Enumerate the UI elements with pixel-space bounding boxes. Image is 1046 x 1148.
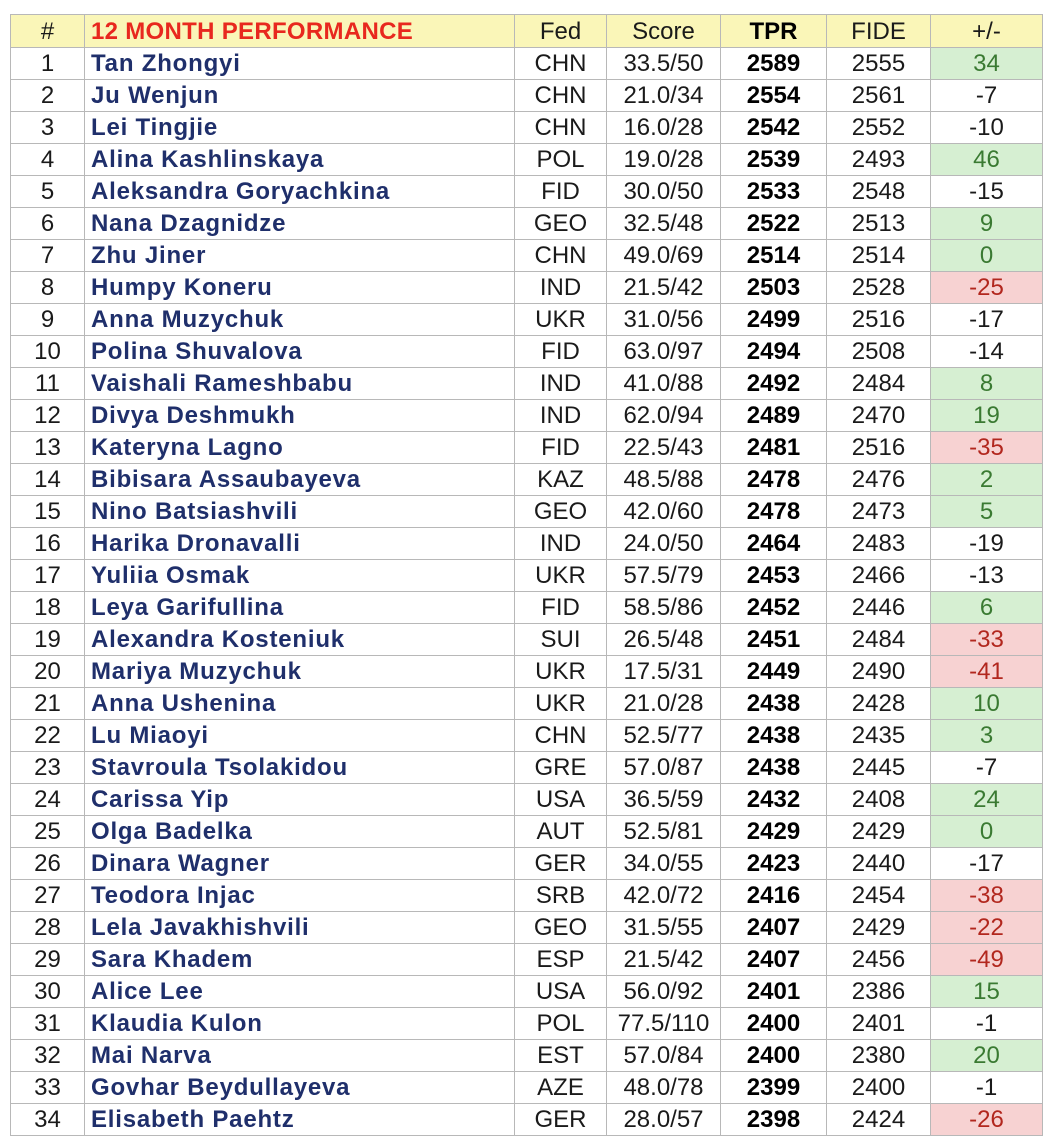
cell-federation[interactable]: UKR: [515, 656, 607, 688]
cell-player-name[interactable]: Carissa Yip: [85, 784, 515, 816]
cell-rank[interactable]: 15: [11, 496, 85, 528]
cell-player-name[interactable]: Sara Khadem: [85, 944, 515, 976]
cell-fide-rating[interactable]: 2429: [827, 912, 931, 944]
cell-fide-rating[interactable]: 2435: [827, 720, 931, 752]
cell-score[interactable]: 21.0/34: [607, 80, 721, 112]
cell-federation[interactable]: POL: [515, 1008, 607, 1040]
cell-score[interactable]: 62.0/94: [607, 400, 721, 432]
cell-score[interactable]: 24.0/50: [607, 528, 721, 560]
cell-rank[interactable]: 32: [11, 1040, 85, 1072]
header-rank[interactable]: #: [11, 15, 85, 48]
cell-rating-diff[interactable]: -22: [931, 912, 1043, 944]
table-row: [11, 1008, 1043, 1040]
table-row: [11, 560, 1043, 592]
cell-rating-diff[interactable]: 5: [931, 496, 1043, 528]
cell-fide-rating[interactable]: 2552: [827, 112, 931, 144]
cell-rank[interactable]: 18: [11, 592, 85, 624]
cell-rank[interactable]: 25: [11, 816, 85, 848]
table-row: [11, 208, 1043, 240]
cell-rating-diff[interactable]: 9: [931, 208, 1043, 240]
cell-player-name[interactable]: Aleksandra Goryachkina: [85, 176, 515, 208]
cell-rating-diff[interactable]: -26: [931, 1104, 1043, 1136]
cell-rank[interactable]: 13: [11, 432, 85, 464]
cell-score[interactable]: 26.5/48: [607, 624, 721, 656]
cell-tpr[interactable]: 2449: [721, 656, 827, 688]
cell-score[interactable]: 34.0/55: [607, 848, 721, 880]
cell-rating-diff[interactable]: -15: [931, 176, 1043, 208]
cell-player-name[interactable]: Dinara Wagner: [85, 848, 515, 880]
table-row: [11, 304, 1043, 336]
cell-tpr[interactable]: 2522: [721, 208, 827, 240]
cell-rank[interactable]: 33: [11, 1072, 85, 1104]
table-row: [11, 176, 1043, 208]
cell-tpr[interactable]: 2423: [721, 848, 827, 880]
cell-player-name[interactable]: Teodora Injac: [85, 880, 515, 912]
cell-tpr[interactable]: 2494: [721, 336, 827, 368]
table-body: [11, 15, 1043, 1136]
cell-score[interactable]: 58.5/86: [607, 592, 721, 624]
table-row: [11, 912, 1043, 944]
table-row: [11, 752, 1043, 784]
cell-rating-diff[interactable]: 0: [931, 816, 1043, 848]
cell-rating-diff[interactable]: -7: [931, 80, 1043, 112]
cell-fide-rating[interactable]: 2483: [827, 528, 931, 560]
cell-federation[interactable]: UKR: [515, 304, 607, 336]
table-row: [11, 80, 1043, 112]
cell-federation[interactable]: USA: [515, 784, 607, 816]
cell-tpr[interactable]: 2478: [721, 496, 827, 528]
cell-tpr[interactable]: 2514: [721, 240, 827, 272]
header-score[interactable]: Score: [607, 15, 721, 48]
cell-score[interactable]: 48.0/78: [607, 1072, 721, 1104]
table-row: [11, 528, 1043, 560]
cell-player-name[interactable]: Alina Kashlinskaya: [85, 144, 515, 176]
cell-fide-rating[interactable]: 2466: [827, 560, 931, 592]
cell-score[interactable]: 57.0/87: [607, 752, 721, 784]
cell-rank[interactable]: 8: [11, 272, 85, 304]
cell-federation[interactable]: CHN: [515, 240, 607, 272]
cell-federation[interactable]: IND: [515, 400, 607, 432]
cell-federation[interactable]: GEO: [515, 912, 607, 944]
table-row: [11, 656, 1043, 688]
cell-fide-rating[interactable]: 2514: [827, 240, 931, 272]
table-row: [11, 720, 1043, 752]
cell-tpr[interactable]: 2492: [721, 368, 827, 400]
cell-rank[interactable]: 29: [11, 944, 85, 976]
cell-score[interactable]: 56.0/92: [607, 976, 721, 1008]
cell-fide-rating[interactable]: 2428: [827, 688, 931, 720]
cell-score[interactable]: 30.0/50: [607, 176, 721, 208]
cell-rank[interactable]: 19: [11, 624, 85, 656]
cell-tpr[interactable]: 2438: [721, 752, 827, 784]
cell-rank[interactable]: 34: [11, 1104, 85, 1136]
cell-rating-diff[interactable]: -17: [931, 304, 1043, 336]
cell-federation[interactable]: SUI: [515, 624, 607, 656]
cell-player-name[interactable]: Vaishali Rameshbabu: [85, 368, 515, 400]
cell-federation[interactable]: AUT: [515, 816, 607, 848]
cell-rating-diff[interactable]: 10: [931, 688, 1043, 720]
cell-rating-diff[interactable]: -1: [931, 1072, 1043, 1104]
cell-score[interactable]: 31.0/56: [607, 304, 721, 336]
cell-rating-diff[interactable]: 19: [931, 400, 1043, 432]
header-title[interactable]: 12 MONTH PERFORMANCE: [85, 15, 515, 48]
cell-rank[interactable]: 1: [11, 48, 85, 80]
table-row: [11, 880, 1043, 912]
cell-player-name[interactable]: Stavroula Tsolakidou: [85, 752, 515, 784]
cell-federation[interactable]: EST: [515, 1040, 607, 1072]
cell-tpr[interactable]: 2401: [721, 976, 827, 1008]
cell-fide-rating[interactable]: 2429: [827, 816, 931, 848]
cell-fide-rating[interactable]: 2493: [827, 144, 931, 176]
cell-rating-diff[interactable]: 15: [931, 976, 1043, 1008]
cell-rating-diff[interactable]: -1: [931, 1008, 1043, 1040]
cell-rating-diff[interactable]: 6: [931, 592, 1043, 624]
cell-rank[interactable]: 7: [11, 240, 85, 272]
cell-fide-rating[interactable]: 2490: [827, 656, 931, 688]
table-row: [11, 368, 1043, 400]
cell-player-name[interactable]: Lu Miaoyi: [85, 720, 515, 752]
cell-rating-diff[interactable]: -14: [931, 336, 1043, 368]
cell-rating-diff[interactable]: -35: [931, 432, 1043, 464]
cell-rank[interactable]: 5: [11, 176, 85, 208]
cell-rank[interactable]: 30: [11, 976, 85, 1008]
cell-rank[interactable]: 17: [11, 560, 85, 592]
cell-player-name[interactable]: Zhu Jiner: [85, 240, 515, 272]
cell-federation[interactable]: UKR: [515, 560, 607, 592]
cell-tpr[interactable]: 2400: [721, 1008, 827, 1040]
table-row: [11, 400, 1043, 432]
cell-rank[interactable]: 11: [11, 368, 85, 400]
cell-tpr[interactable]: 2554: [721, 80, 827, 112]
cell-player-name[interactable]: Klaudia Kulon: [85, 1008, 515, 1040]
cell-player-name[interactable]: Bibisara Assaubayeva: [85, 464, 515, 496]
table-row: [11, 464, 1043, 496]
cell-score[interactable]: 42.0/72: [607, 880, 721, 912]
cell-player-name[interactable]: Anna Muzychuk: [85, 304, 515, 336]
cell-fide-rating[interactable]: 2400: [827, 1072, 931, 1104]
cell-tpr[interactable]: 2533: [721, 176, 827, 208]
cell-score[interactable]: 52.5/81: [607, 816, 721, 848]
cell-tpr[interactable]: 2429: [721, 816, 827, 848]
cell-tpr[interactable]: 2400: [721, 1040, 827, 1072]
cell-rank[interactable]: 16: [11, 528, 85, 560]
table-row: [11, 976, 1043, 1008]
cell-federation[interactable]: FID: [515, 336, 607, 368]
cell-rank[interactable]: 2: [11, 80, 85, 112]
cell-rank[interactable]: 6: [11, 208, 85, 240]
cell-rank[interactable]: 24: [11, 784, 85, 816]
cell-federation[interactable]: GEO: [515, 208, 607, 240]
cell-fide-rating[interactable]: 2561: [827, 80, 931, 112]
table-row: [11, 944, 1043, 976]
cell-rating-diff[interactable]: -19: [931, 528, 1043, 560]
cell-rating-diff[interactable]: 20: [931, 1040, 1043, 1072]
header-tpr[interactable]: TPR: [721, 15, 827, 48]
cell-rank[interactable]: 23: [11, 752, 85, 784]
cell-player-name[interactable]: Lei Tingjie: [85, 112, 515, 144]
cell-rating-diff[interactable]: -38: [931, 880, 1043, 912]
cell-fide-rating[interactable]: 2484: [827, 368, 931, 400]
table-row: [11, 48, 1043, 80]
cell-player-name[interactable]: Mai Narva: [85, 1040, 515, 1072]
cell-tpr[interactable]: 2499: [721, 304, 827, 336]
cell-rating-diff[interactable]: -17: [931, 848, 1043, 880]
cell-rating-diff[interactable]: -33: [931, 624, 1043, 656]
cell-fide-rating[interactable]: 2528: [827, 272, 931, 304]
cell-federation[interactable]: GER: [515, 1104, 607, 1136]
cell-fide-rating[interactable]: 2516: [827, 304, 931, 336]
cell-federation[interactable]: KAZ: [515, 464, 607, 496]
table-row: [11, 688, 1043, 720]
table-row: [11, 1104, 1043, 1136]
cell-score[interactable]: 21.5/42: [607, 944, 721, 976]
cell-federation[interactable]: USA: [515, 976, 607, 1008]
cell-federation[interactable]: FID: [515, 592, 607, 624]
cell-federation[interactable]: IND: [515, 528, 607, 560]
cell-federation[interactable]: GER: [515, 848, 607, 880]
cell-fide-rating[interactable]: 2424: [827, 1104, 931, 1136]
table-row: [11, 816, 1043, 848]
cell-federation[interactable]: CHN: [515, 112, 607, 144]
cell-score[interactable]: 21.5/42: [607, 272, 721, 304]
cell-fide-rating[interactable]: 2456: [827, 944, 931, 976]
cell-tpr[interactable]: 2451: [721, 624, 827, 656]
cell-rating-diff[interactable]: -49: [931, 944, 1043, 976]
cell-player-name[interactable]: Nana Dzagnidze: [85, 208, 515, 240]
cell-fide-rating[interactable]: 2386: [827, 976, 931, 1008]
cell-player-name[interactable]: Ju Wenjun: [85, 80, 515, 112]
table-row: [11, 144, 1043, 176]
cell-fide-rating[interactable]: 2513: [827, 208, 931, 240]
cell-fide-rating[interactable]: 2408: [827, 784, 931, 816]
cell-player-name[interactable]: Kateryna Lagno: [85, 432, 515, 464]
cell-rating-diff[interactable]: 3: [931, 720, 1043, 752]
cell-rank[interactable]: 21: [11, 688, 85, 720]
header-row: [11, 15, 1043, 48]
cell-score[interactable]: 22.5/43: [607, 432, 721, 464]
cell-score[interactable]: 63.0/97: [607, 336, 721, 368]
cell-rank[interactable]: 31: [11, 1008, 85, 1040]
cell-fide-rating[interactable]: 2516: [827, 432, 931, 464]
table-row: [11, 112, 1043, 144]
cell-player-name[interactable]: Govhar Beydullayeva: [85, 1072, 515, 1104]
cell-player-name[interactable]: Alice Lee: [85, 976, 515, 1008]
cell-federation[interactable]: SRB: [515, 880, 607, 912]
cell-player-name[interactable]: Yuliia Osmak: [85, 560, 515, 592]
cell-federation[interactable]: ESP: [515, 944, 607, 976]
cell-rating-diff[interactable]: -41: [931, 656, 1043, 688]
table-row: [11, 272, 1043, 304]
header-diff[interactable]: +/-: [931, 15, 1043, 48]
cell-tpr[interactable]: 2398: [721, 1104, 827, 1136]
cell-federation[interactable]: IND: [515, 368, 607, 400]
cell-tpr[interactable]: 2503: [721, 272, 827, 304]
cell-rating-diff[interactable]: 8: [931, 368, 1043, 400]
cell-fide-rating[interactable]: 2445: [827, 752, 931, 784]
performance-table: [10, 14, 1043, 1136]
cell-rating-diff[interactable]: 34: [931, 48, 1043, 80]
header-fide[interactable]: FIDE: [827, 15, 931, 48]
cell-score[interactable]: 28.0/57: [607, 1104, 721, 1136]
table-row: [11, 848, 1043, 880]
cell-score[interactable]: 33.5/50: [607, 48, 721, 80]
cell-tpr[interactable]: 2464: [721, 528, 827, 560]
sheet-top-margin: [0, 0, 1046, 14]
cell-tpr[interactable]: 2481: [721, 432, 827, 464]
cell-tpr[interactable]: 2539: [721, 144, 827, 176]
table-row: [11, 496, 1043, 528]
cell-tpr[interactable]: 2478: [721, 464, 827, 496]
cell-score[interactable]: 42.0/60: [607, 496, 721, 528]
cell-fide-rating[interactable]: 2380: [827, 1040, 931, 1072]
cell-tpr[interactable]: 2452: [721, 592, 827, 624]
cell-fide-rating[interactable]: 2555: [827, 48, 931, 80]
cell-federation[interactable]: GRE: [515, 752, 607, 784]
cell-rating-diff[interactable]: 46: [931, 144, 1043, 176]
table-row: [11, 336, 1043, 368]
cell-rank[interactable]: 3: [11, 112, 85, 144]
cell-score[interactable]: 36.5/59: [607, 784, 721, 816]
cell-score[interactable]: 16.0/28: [607, 112, 721, 144]
cell-rank[interactable]: 14: [11, 464, 85, 496]
cell-fide-rating[interactable]: 2548: [827, 176, 931, 208]
cell-score[interactable]: 32.5/48: [607, 208, 721, 240]
cell-player-name[interactable]: Elisabeth Paehtz: [85, 1104, 515, 1136]
cell-score[interactable]: 17.5/31: [607, 656, 721, 688]
table-row: [11, 592, 1043, 624]
cell-tpr[interactable]: 2453: [721, 560, 827, 592]
cell-player-name[interactable]: Divya Deshmukh: [85, 400, 515, 432]
table-row: [11, 624, 1043, 656]
cell-fide-rating[interactable]: 2446: [827, 592, 931, 624]
cell-rank[interactable]: 28: [11, 912, 85, 944]
cell-score[interactable]: 77.5/110: [607, 1008, 721, 1040]
cell-rank[interactable]: 22: [11, 720, 85, 752]
header-fed[interactable]: Fed: [515, 15, 607, 48]
cell-rating-diff[interactable]: 2: [931, 464, 1043, 496]
cell-federation[interactable]: CHN: [515, 80, 607, 112]
cell-fide-rating[interactable]: 2473: [827, 496, 931, 528]
cell-player-name[interactable]: Leya Garifullina: [85, 592, 515, 624]
cell-federation[interactable]: FID: [515, 432, 607, 464]
cell-tpr[interactable]: 2432: [721, 784, 827, 816]
cell-score[interactable]: 48.5/88: [607, 464, 721, 496]
cell-federation[interactable]: CHN: [515, 48, 607, 80]
cell-fide-rating[interactable]: 2470: [827, 400, 931, 432]
cell-player-name[interactable]: Anna Ushenina: [85, 688, 515, 720]
cell-rank[interactable]: 10: [11, 336, 85, 368]
table-row: [11, 240, 1043, 272]
cell-fide-rating[interactable]: 2484: [827, 624, 931, 656]
cell-player-name[interactable]: Olga Badelka: [85, 816, 515, 848]
cell-rank[interactable]: 9: [11, 304, 85, 336]
cell-score[interactable]: 57.0/84: [607, 1040, 721, 1072]
cell-rank[interactable]: 12: [11, 400, 85, 432]
cell-score[interactable]: 57.5/79: [607, 560, 721, 592]
cell-federation[interactable]: IND: [515, 272, 607, 304]
cell-tpr[interactable]: 2589: [721, 48, 827, 80]
cell-fide-rating[interactable]: 2508: [827, 336, 931, 368]
cell-rank[interactable]: 20: [11, 656, 85, 688]
cell-rating-diff[interactable]: -13: [931, 560, 1043, 592]
cell-player-name[interactable]: Lela Javakhishvili: [85, 912, 515, 944]
cell-federation[interactable]: FID: [515, 176, 607, 208]
cell-fide-rating[interactable]: 2476: [827, 464, 931, 496]
cell-score[interactable]: 19.0/28: [607, 144, 721, 176]
cell-fide-rating[interactable]: 2440: [827, 848, 931, 880]
cell-tpr[interactable]: 2399: [721, 1072, 827, 1104]
cell-tpr[interactable]: 2489: [721, 400, 827, 432]
cell-fide-rating[interactable]: 2401: [827, 1008, 931, 1040]
cell-rating-diff[interactable]: -7: [931, 752, 1043, 784]
cell-federation[interactable]: CHN: [515, 720, 607, 752]
cell-player-name[interactable]: Alexandra Kosteniuk: [85, 624, 515, 656]
cell-federation[interactable]: POL: [515, 144, 607, 176]
table-row: [11, 1040, 1043, 1072]
cell-tpr[interactable]: 2438: [721, 720, 827, 752]
cell-fide-rating[interactable]: 2454: [827, 880, 931, 912]
table-row: [11, 432, 1043, 464]
cell-player-name[interactable]: Harika Dronavalli: [85, 528, 515, 560]
cell-federation[interactable]: AZE: [515, 1072, 607, 1104]
cell-tpr[interactable]: 2438: [721, 688, 827, 720]
cell-rating-diff[interactable]: 0: [931, 240, 1043, 272]
cell-score[interactable]: 52.5/77: [607, 720, 721, 752]
cell-player-name[interactable]: Humpy Koneru: [85, 272, 515, 304]
cell-rank[interactable]: 26: [11, 848, 85, 880]
cell-tpr[interactable]: 2407: [721, 912, 827, 944]
cell-score[interactable]: 31.5/55: [607, 912, 721, 944]
cell-tpr[interactable]: 2542: [721, 112, 827, 144]
table-row: [11, 1072, 1043, 1104]
cell-rating-diff[interactable]: -10: [931, 112, 1043, 144]
cell-rating-diff[interactable]: -25: [931, 272, 1043, 304]
cell-player-name[interactable]: Mariya Muzychuk: [85, 656, 515, 688]
cell-tpr[interactable]: 2407: [721, 944, 827, 976]
cell-rank[interactable]: 27: [11, 880, 85, 912]
cell-federation[interactable]: GEO: [515, 496, 607, 528]
cell-rank[interactable]: 4: [11, 144, 85, 176]
cell-player-name[interactable]: Tan Zhongyi: [85, 48, 515, 80]
cell-player-name[interactable]: Polina Shuvalova: [85, 336, 515, 368]
cell-rating-diff[interactable]: 24: [931, 784, 1043, 816]
cell-tpr[interactable]: 2416: [721, 880, 827, 912]
cell-score[interactable]: 49.0/69: [607, 240, 721, 272]
cell-score[interactable]: 21.0/28: [607, 688, 721, 720]
cell-score[interactable]: 41.0/88: [607, 368, 721, 400]
cell-federation[interactable]: UKR: [515, 688, 607, 720]
cell-player-name[interactable]: Nino Batsiashvili: [85, 496, 515, 528]
table-row: [11, 784, 1043, 816]
